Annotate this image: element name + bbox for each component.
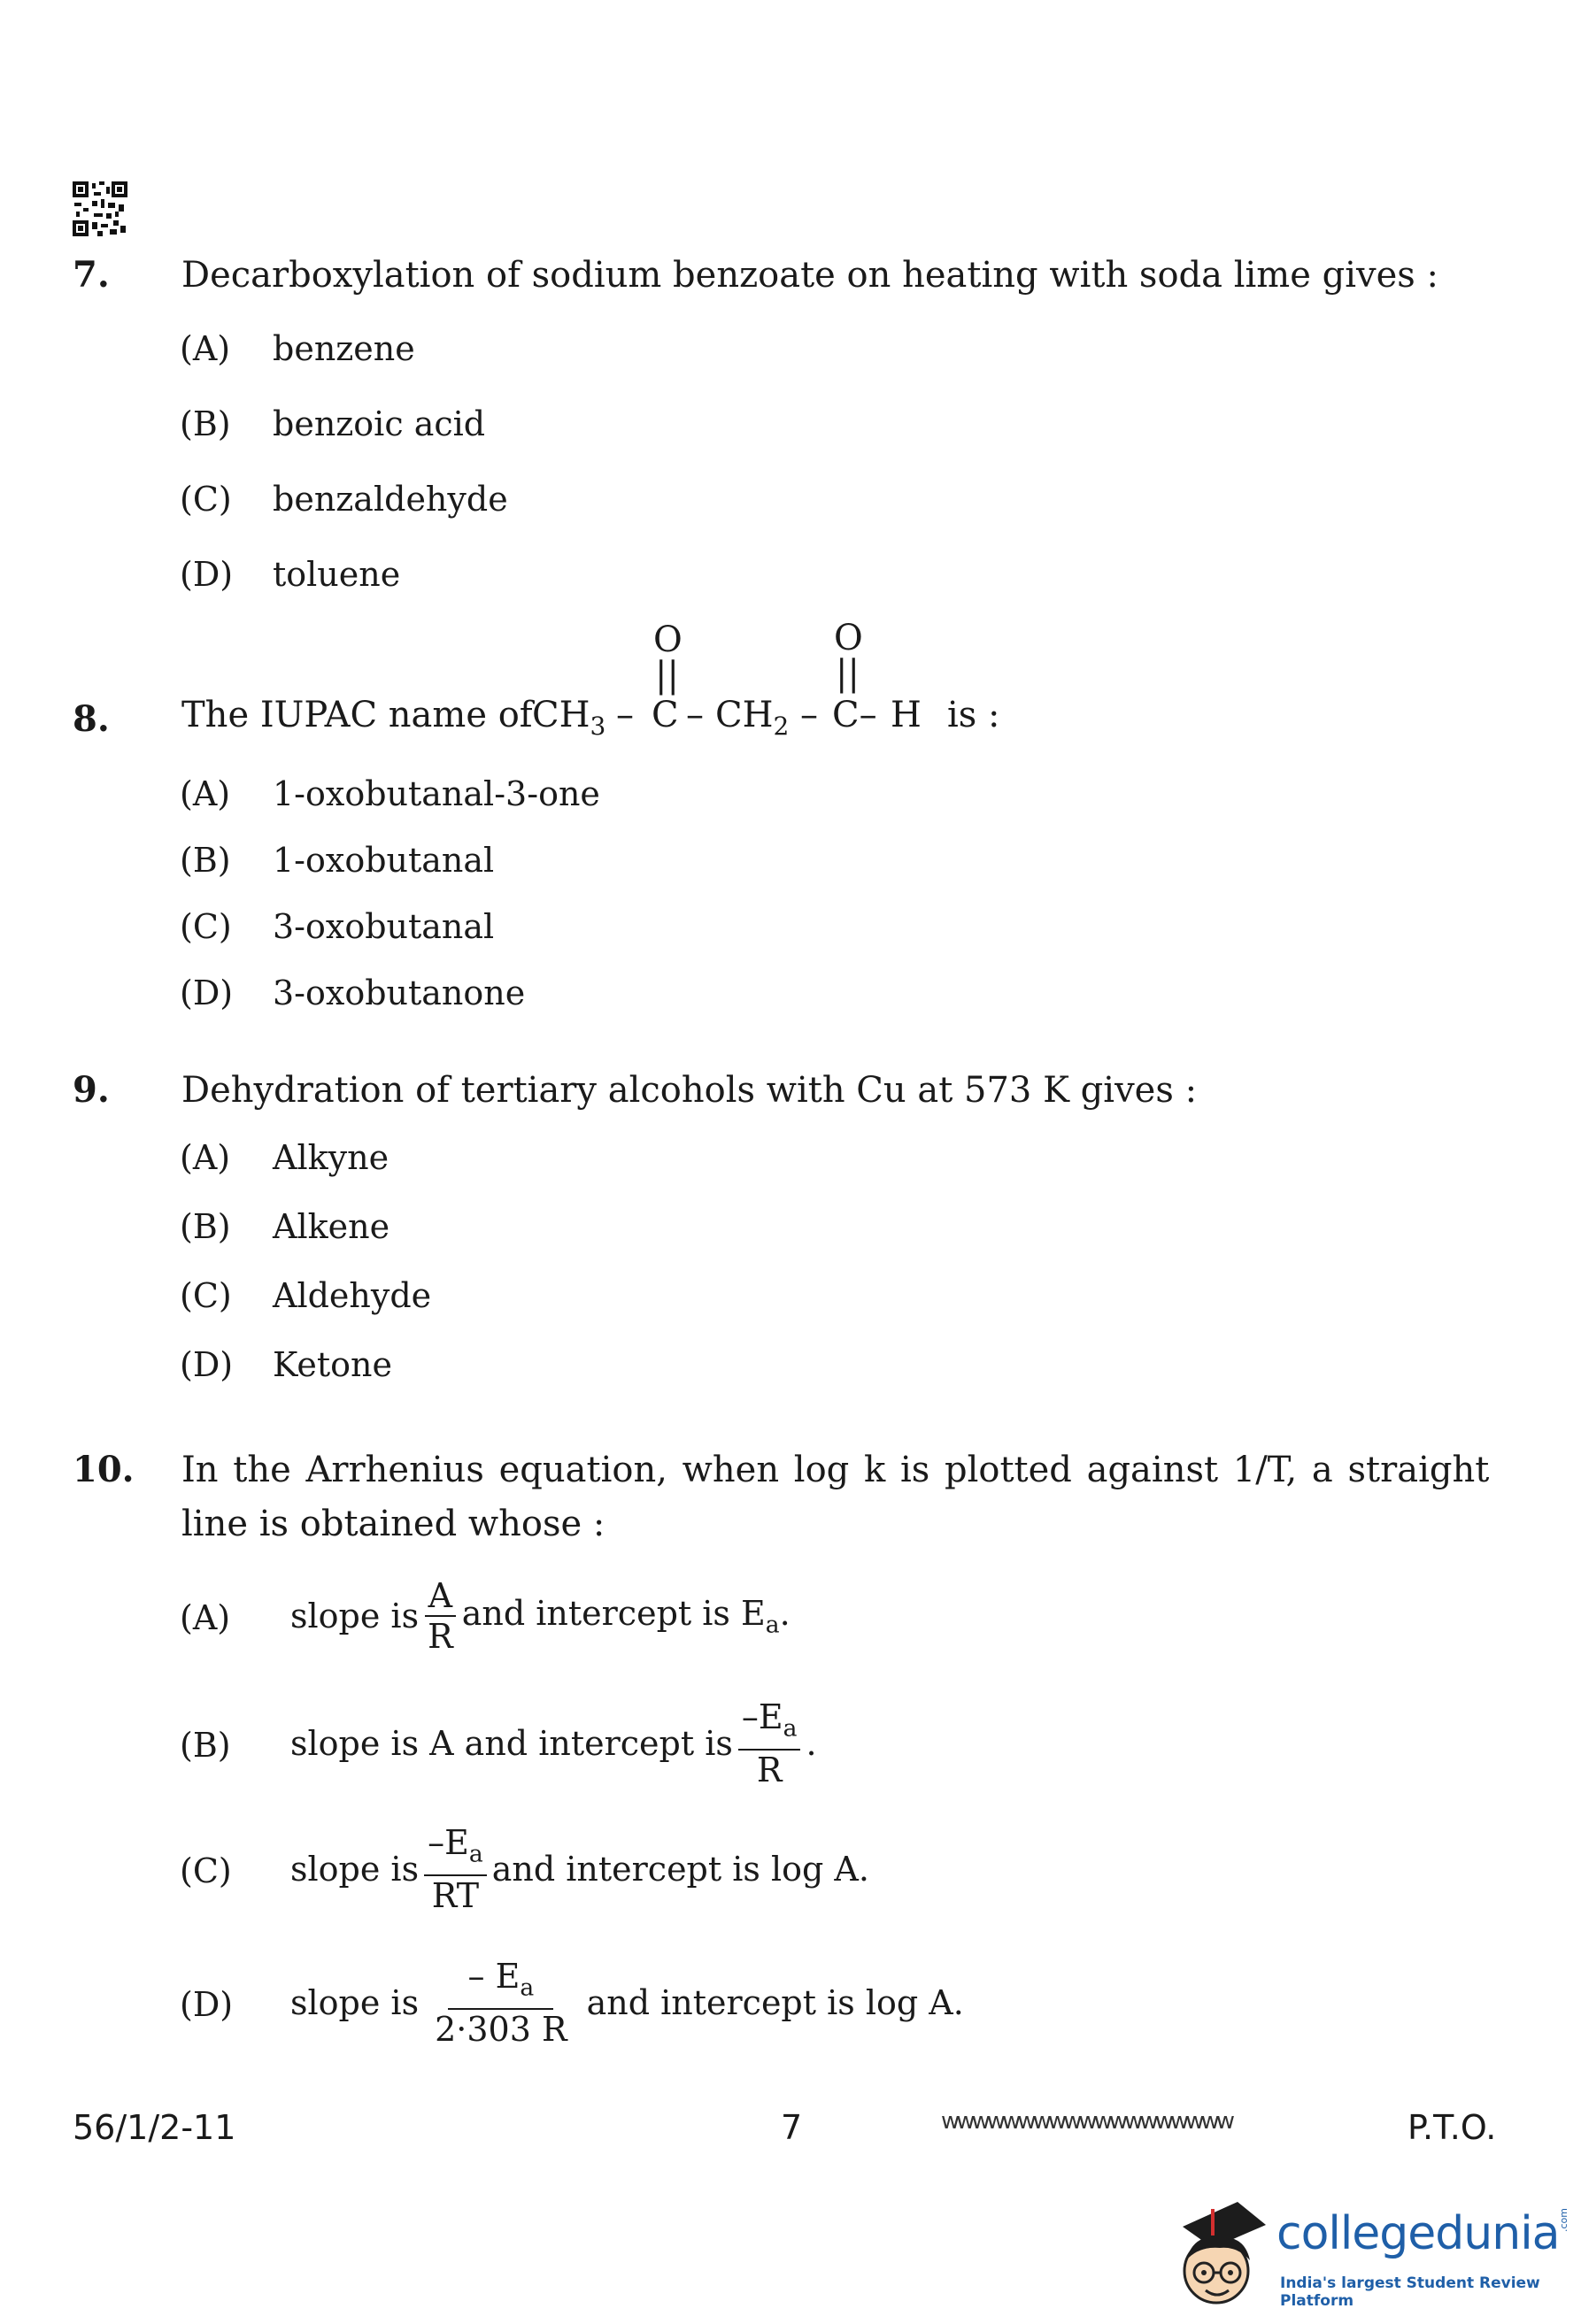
paper-code: 56/1/2-11 <box>73 2108 236 2147</box>
brand-dotcom: .com <box>1558 2208 1569 2232</box>
q10-b-pre: slope is A and intercept is <box>290 1724 733 1763</box>
q10-option-d-text <box>290 1958 964 2047</box>
q8-option-a-letter: (A) <box>180 774 231 813</box>
q10-option-c-letter: (C) <box>180 1851 232 1890</box>
brand-name: collegedunia <box>1276 2207 1560 2260</box>
q10-a-numerator: A <box>425 1578 456 1617</box>
q8-option-d-letter: (D) <box>180 973 234 1012</box>
q10-option-c-text <box>290 1825 869 1913</box>
formula-double-bond-1: || <box>655 655 679 696</box>
q10-b-numerator: $-E_a$ <box>738 1699 801 1751</box>
brand-tagline: India's largest Student Review Platform <box>1280 2274 1540 2310</box>
q9-option-d-text: Ketone <box>273 1345 392 1384</box>
formula-dash-2: – <box>686 695 704 735</box>
q8-option-a-text: 1-oxobutanal-3-one <box>273 774 600 813</box>
formula-ch2: $CH_2$ <box>715 695 790 741</box>
pto-label: P.T.O. <box>1407 2108 1497 2147</box>
q8-text-suffix: is : <box>947 695 1000 735</box>
question-7-text: Decarboxylation of sodium benzoate on heating with soda lime gives : <box>181 255 1438 296</box>
q7-option-a-letter: (A) <box>180 329 231 368</box>
q10-d-numerator: – $E_a$ <box>448 1958 553 2010</box>
formula-ch3: $CH_3$ <box>532 695 606 741</box>
q7-option-d-letter: (D) <box>180 555 234 594</box>
q10-b-denominator: R <box>756 1750 783 1789</box>
q7-option-b-text: benzoic acid <box>273 404 486 443</box>
formula-oxygen-1: O <box>653 619 683 660</box>
qr-code-icon <box>73 181 127 236</box>
question-9-number: 9. <box>73 1069 110 1111</box>
q10-c-fraction <box>424 1825 487 1913</box>
q10-option-b-text <box>290 1699 817 1788</box>
q10-d-fraction <box>431 1958 570 2047</box>
q8-option-b-letter: (B) <box>180 841 231 880</box>
formula-dash-3: – <box>800 695 818 735</box>
q9-option-d-letter: (D) <box>180 1345 234 1384</box>
question-9-text: Dehydration of tertiary alcohols with Cu at 573 K gives : <box>181 1070 1198 1111</box>
q9-option-b-letter: (B) <box>180 1207 231 1246</box>
q9-option-c-text: Aldehyde <box>273 1276 432 1315</box>
q9-option-b-text: Alkene <box>273 1207 390 1246</box>
q10-a-denominator: R <box>428 1617 453 1656</box>
formula-carbon-2: C– <box>832 695 877 735</box>
q8-text-prefix: The IUPAC name of <box>181 695 533 735</box>
question-10-line-1: In the Arrhenius equation, when log k is plotted against 1/T, a straight <box>181 1450 1490 1490</box>
q7-option-c-letter: (C) <box>180 480 232 519</box>
formula-dash-1: – <box>616 695 634 735</box>
question-8-number: 8. <box>73 698 110 740</box>
q8-option-c-letter: (C) <box>180 907 232 946</box>
q10-c-pre: slope is <box>290 1850 420 1889</box>
q10-c-post: and intercept is log A. <box>491 1850 869 1889</box>
question-7-number: 7. <box>73 254 110 296</box>
formula-oxygen-2: O <box>834 618 863 658</box>
q10-option-a-text <box>290 1572 790 1660</box>
q10-d-denominator: 2·303 R <box>435 2009 567 2049</box>
question-10-line-2: line is obtained whose : <box>181 1504 605 1544</box>
q10-c-numerator: $-E_a$ <box>424 1825 487 1876</box>
q10-option-a-letter: (A) <box>180 1598 231 1637</box>
q9-option-a-text: Alkyne <box>273 1138 389 1177</box>
wavy-line: wwwwwwwwwwwwwwwwwww <box>941 2108 1232 2135</box>
q7-option-d-text: toluene <box>273 555 401 594</box>
formula-carbon-1: C <box>652 695 679 735</box>
q10-b-post: . <box>806 1724 817 1763</box>
q10-d-post: and intercept is log A. <box>586 1983 964 2022</box>
question-10-number: 10. <box>73 1449 135 1490</box>
q7-option-c-text: benzaldehyde <box>273 480 508 519</box>
q8-option-d-text: 3-oxobutanone <box>273 973 526 1012</box>
q7-option-b-letter: (B) <box>180 404 231 443</box>
formula-double-bond-2: || <box>836 653 860 694</box>
q8-option-b-text: 1-oxobutanal <box>273 841 495 880</box>
formula-hydrogen: H <box>891 695 922 735</box>
q7-option-a-text: benzene <box>273 329 415 368</box>
q10-a-fraction <box>424 1578 457 1654</box>
q8-option-c-text: 3-oxobutanal <box>273 907 495 946</box>
q10-a-post: and intercept is $E_a$. <box>461 1593 790 1639</box>
collegedunia-mascot-icon <box>1167 2191 1273 2315</box>
q10-d-pre: slope is <box>290 1983 420 2022</box>
q10-a-pre: slope is <box>290 1597 420 1635</box>
q9-option-c-letter: (C) <box>180 1276 232 1315</box>
q9-option-a-letter: (A) <box>180 1138 231 1177</box>
q10-option-d-letter: (D) <box>180 1985 234 2024</box>
q10-option-b-letter: (B) <box>180 1726 231 1765</box>
q10-c-denominator: RT <box>431 1875 480 1915</box>
page-number: 7 <box>781 2108 803 2147</box>
q10-b-fraction <box>738 1699 801 1788</box>
